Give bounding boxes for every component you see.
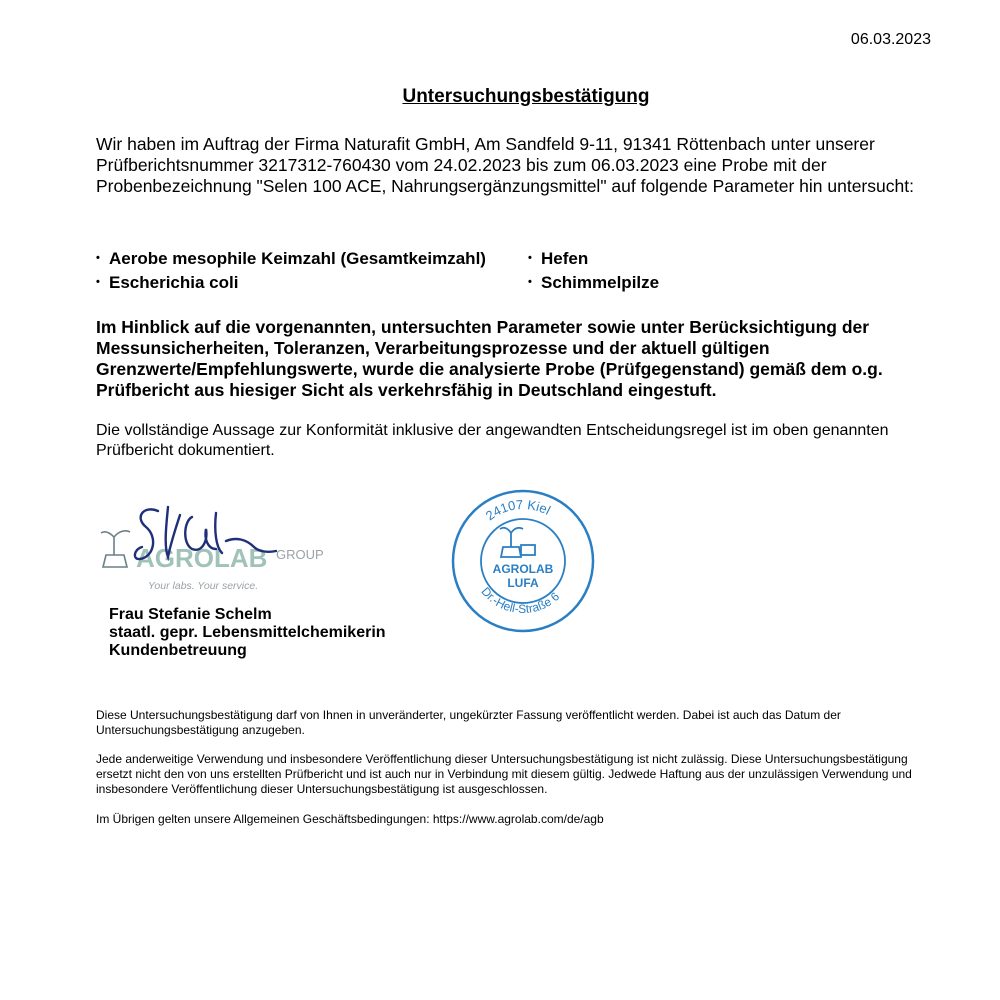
agrolab-logo-signature-image [96,487,341,597]
stamp-top-text: 24107 Kiel [482,496,553,524]
signer-name: Frau Stefanie Schelm [109,606,272,623]
document-date: 06.03.2023 [850,31,931,48]
conformity-paragraph: Die vollständige Aussage zur Konformität inklusive der angewandten Entscheidungsregel ist im oben genannten Prüfbericht dokumentiert. [96,422,889,459]
signer-block [109,606,386,660]
footer-terms-note: Im Übrigen gelten unsere Allgemeinen Geschäftsbedingungen: https://www.agrolab.com/de/agb [96,812,604,826]
footer-publication-note: Diese Untersuchungsbestätigung darf von Ihnen in unveränderter, ungekürzter Fassung veröffentlicht werden. Dabei ist auch das Datum der Untersuchungsbestätigung anzugeben. [96,708,841,737]
parameter-item [96,272,528,296]
parameter-label: Escherichia coli [109,273,239,292]
bullet-icon: • [528,276,532,288]
logo-group-text: GROUP [276,547,324,562]
parameter-item [528,248,718,272]
parameter-item [96,248,528,272]
agrolab-lufa-stamp-image [449,487,597,635]
intro-paragraph: Wir haben im Auftrag der Firma Naturafit GmbH, Am Sandfeld 9-11, 91341 Röttenbach unter unserer Prüfberichtsnummer 3217312-760430 vom 24.02.2023 bis zum 06.03.2023 eine Probe mit der Probenbezeichnung "Selen 100 ACE, Nahrungsergänzungsmittel" auf folgende Parameter hin untersucht: [96,134,914,196]
bullet-icon: • [96,252,100,264]
parameter-label: Schimmelpilze [541,273,660,292]
logo-tagline: Your labs. Your service. [148,580,259,592]
bullet-icon: • [96,276,100,288]
signature-with-logo [96,487,341,597]
logo-wordmark: AGROLAB [136,543,268,573]
signer-title: staatl. gepr. Lebensmittelchemikerin [109,624,386,641]
official-stamp [449,487,597,635]
stamp-center-line2: LUFA [507,576,539,590]
signer-department: Kundenbetreuung [109,642,247,659]
conclusion-paragraph: Im Hinblick auf die vorgenannten, untersuchten Parameter sowie unter Berücksichtigung der Messunsicherheiten, Toleranzen, Verarbeitungsprozesse und der aktuell gültigen Grenzwerte/Empfehlungswerte, wurde die analysierte Probe (Prüfgegenstand) gemäß dem o.g. Prüfbericht aus hiesiger Sicht als verkehrsfähig in Deutschland eingestuft. [96,317,883,400]
footer-restriction-note: Jede anderweitige Verwendung und insbesondere Veröffentlichung dieser Untersuchungsbestätigung ist nicht zulässig. Diese Untersuchungsbestätigung ersetzt nicht den von uns erstellten Prüfbericht und ist auch nur in Verbindung mit diesem gültig. Jedwede Haftung aus der unzulässigen Verwendung und insbesondere Veröffentlichung dieser Untersuchungsbestätigung ist ausgeschlossen. [96,752,912,796]
stamp-plant-icon [500,528,535,557]
bullet-icon: • [528,252,532,264]
stamp-center-line1: AGROLAB [492,562,554,576]
parameter-label: Aerobe mesophile Keimzahl (Gesamtkeimzahl) [109,249,486,268]
parameter-list [96,248,716,296]
parameter-item [528,272,718,296]
parameter-label: Hefen [541,249,589,268]
logo-plant-icon [101,531,130,567]
stamp-bottom-text: Dr.-Hell-Straße 6 [478,584,563,617]
page-title: Untersuchungsbestätigung [402,86,650,107]
